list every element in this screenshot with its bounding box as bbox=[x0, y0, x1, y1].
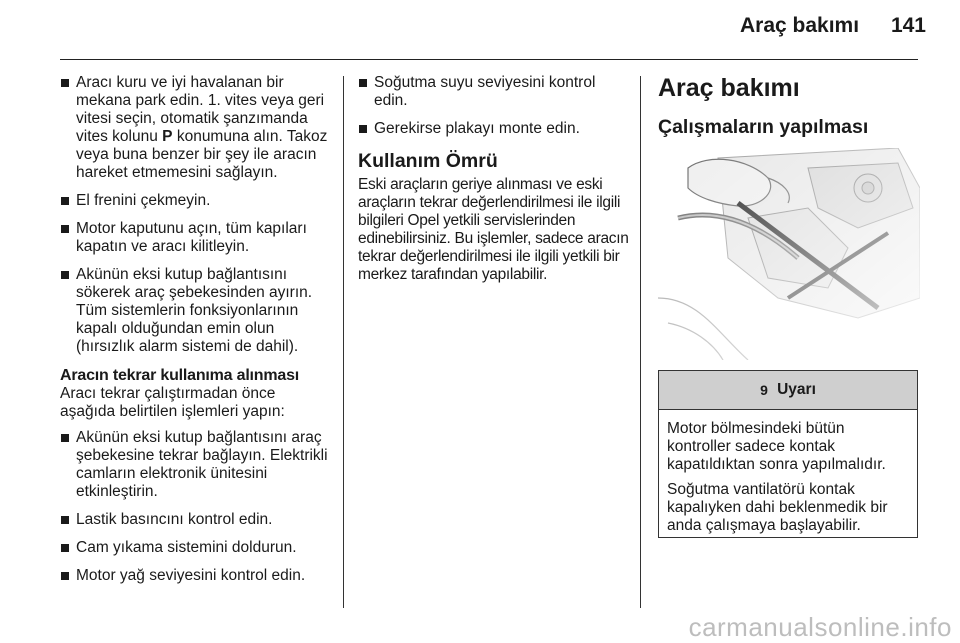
bullet-square-icon bbox=[61, 197, 69, 205]
list-item bbox=[60, 567, 334, 585]
bullet-square-icon bbox=[61, 225, 69, 233]
left-column bbox=[60, 74, 334, 595]
section-heading: Aracın tekrar kullanıma alınması bbox=[60, 367, 300, 384]
list-item-text: Gerekirse plakayı monte edin. bbox=[374, 120, 580, 137]
right-column bbox=[658, 74, 920, 360]
warning-header bbox=[659, 371, 917, 410]
list-item-text: Aracı kuru ve iyi havalanan bir mekana park edin. 1. vites veya geri vitesi seçin, otomatik şanzımanda vites kolunu bbox=[76, 74, 325, 145]
list-item-text: Lastik basıncını kontrol edin. bbox=[76, 511, 273, 528]
warning-triangle-icon: 9 bbox=[760, 382, 768, 398]
bullet-square-icon bbox=[61, 544, 69, 552]
warning-body bbox=[659, 410, 917, 535]
engine-bay-illustration bbox=[658, 148, 920, 360]
warning-paragraph: Soğutma vantilatörü kontak kapalıyken dahi beklenmedik bir anda çalışmaya başlayabilir. bbox=[667, 481, 888, 534]
list-item bbox=[60, 220, 334, 256]
recommissioning-steps-list bbox=[60, 429, 334, 585]
list-item-text: El frenini çekmeyin. bbox=[76, 192, 211, 209]
header-rule bbox=[60, 59, 918, 60]
bullet-square-icon bbox=[61, 434, 69, 442]
list-item bbox=[60, 74, 334, 182]
chapter-subheading: Çalışmaların yapılması bbox=[658, 116, 869, 138]
list-item bbox=[60, 266, 334, 356]
bullet-square-icon bbox=[61, 271, 69, 279]
list-item bbox=[60, 192, 334, 210]
service-life-text: Eski araçların geriye alınması ve eski araçların tekrar değerlendirilmesi ile ilgili bilgileri Opel yetkili servislerinden edinebilirsiniz. Bu işlemler, sadece aracın tekrar değerlendirilmesi ile ilgili yetkili bir merkez tarafından yapılabilir. bbox=[358, 176, 629, 283]
list-item bbox=[60, 539, 334, 557]
chapter-heading: Araç bakımı bbox=[658, 74, 800, 102]
list-item-text: Motor yağ seviyesini kontrol edin. bbox=[76, 567, 306, 584]
recommissioning-steps-list-continued bbox=[358, 74, 632, 138]
list-item-text: Akünün eksi kutup bağlantısını sökerek araç şebekesinden ayırın. Tüm sistemlerin fonksiyonlarının kapalı olduğundan emin olun (hırsızlık alarm sistemi de dahil). bbox=[76, 266, 313, 355]
bullet-square-icon bbox=[359, 125, 367, 133]
middle-column bbox=[358, 74, 632, 284]
warning-title: Uyarı bbox=[777, 381, 816, 398]
column-divider-1 bbox=[343, 76, 344, 608]
list-item-text: Akünün eksi kutup bağlantısını araç şebekesine tekrar bağlayın. Elektrikli camların elektronik ünitesini etkinleştirin. bbox=[76, 429, 328, 500]
bullet-square-icon bbox=[61, 572, 69, 580]
page-header-title: Araç bakımı bbox=[740, 14, 860, 37]
gear-position-label: P bbox=[162, 128, 173, 145]
bullet-square-icon bbox=[359, 79, 367, 87]
list-item bbox=[358, 120, 632, 138]
watermark: carmanualsonline.info bbox=[688, 612, 952, 642]
service-life-heading: Kullanım Ömrü bbox=[358, 150, 498, 172]
bullet-square-icon bbox=[61, 516, 69, 524]
warning-paragraph: Motor bölmesindeki bütün kontroller sadece kontak kapatıldıktan sonra yapılmalıdır. bbox=[667, 420, 886, 473]
warning-box bbox=[658, 370, 918, 538]
section-text: Aracı tekrar çalıştırmadan önce aşağıda belirtilen işlemleri yapın: bbox=[60, 385, 285, 420]
list-item bbox=[358, 74, 632, 110]
column-divider-2 bbox=[640, 76, 641, 608]
list-item-text: Motor kaputunu açın, tüm kapıları kapatın ve aracı kilitleyin. bbox=[76, 220, 307, 255]
list-item bbox=[60, 511, 334, 529]
bullet-square-icon bbox=[61, 79, 69, 87]
page-number: 141 bbox=[890, 14, 926, 37]
list-item-text: Soğutma suyu seviyesini kontrol edin. bbox=[374, 74, 596, 109]
list-item-text: Cam yıkama sistemini doldurun. bbox=[76, 539, 297, 556]
list-item bbox=[60, 429, 334, 501]
storage-steps-list bbox=[60, 74, 334, 356]
list-item-text: konumuna alın. Takoz veya buna benzer bir şey ile aracın hareket etmemesini sağlayın. bbox=[76, 128, 328, 181]
